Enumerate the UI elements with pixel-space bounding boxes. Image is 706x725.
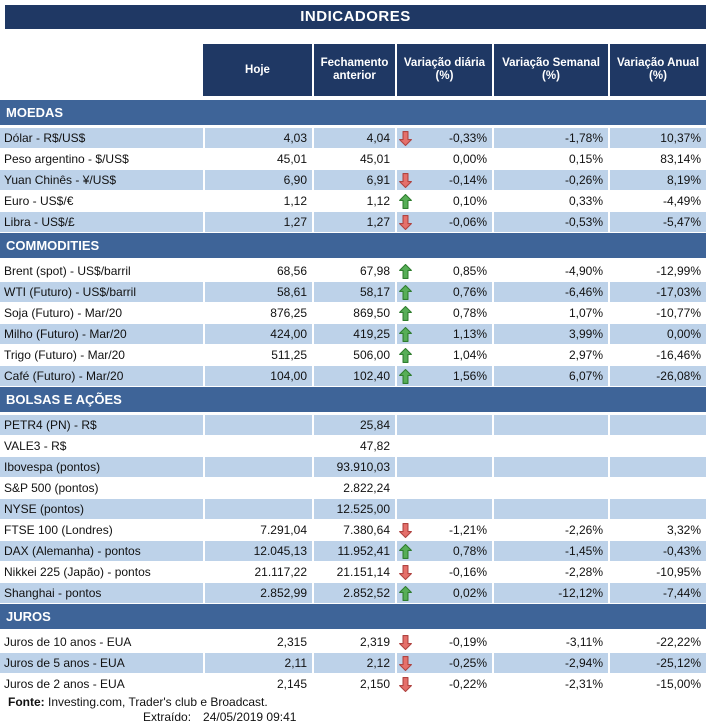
row-label: Soja (Futuro) - Mar/20 bbox=[4, 306, 123, 320]
header-spacer bbox=[0, 44, 203, 96]
cell-hoje bbox=[203, 478, 312, 498]
cell-variacao-anual: -0,43% bbox=[608, 541, 706, 561]
cell-variacao-anual: -26,08% bbox=[608, 366, 706, 386]
page-title: INDICADORES bbox=[5, 5, 706, 29]
table-row-juros-de-2-anos-eua bbox=[0, 674, 706, 694]
cell-variacao-anual: 0,00% bbox=[608, 324, 706, 344]
cell-hoje: 4,03 bbox=[203, 128, 312, 148]
variacao-diaria-value: 0,76% bbox=[452, 285, 487, 299]
row-label: VALE3 - R$ bbox=[4, 439, 67, 453]
extracted-line bbox=[8, 710, 706, 725]
row-label: WTI (Futuro) - US$/barril bbox=[0, 282, 203, 302]
cell-hoje: 1,27 bbox=[203, 212, 312, 232]
table-row-nyse-pontos bbox=[0, 499, 706, 519]
cell-variacao-anual: -12,99% bbox=[608, 261, 706, 281]
cell-variacao-anual: -10,95% bbox=[608, 562, 706, 582]
up-arrow-icon bbox=[397, 327, 413, 342]
col-header-variacao-anual: Variação Anual (%) bbox=[608, 44, 706, 96]
cell-variacao-semanal: -12,12% bbox=[492, 583, 608, 603]
cell-variacao-semanal: -1,45% bbox=[492, 541, 608, 561]
cell-hoje bbox=[203, 499, 312, 519]
variacao-diaria-value: 0,78% bbox=[452, 306, 487, 320]
cell-variacao-semanal: -3,11% bbox=[492, 632, 608, 652]
row-label: Café (Futuro) - Mar/20 bbox=[0, 366, 203, 386]
cell-variacao-diaria bbox=[395, 478, 492, 498]
cell-fechamento-anterior: 6,91 bbox=[312, 170, 395, 190]
cell-variacao-diaria bbox=[395, 436, 492, 456]
cell-variacao-diaria bbox=[395, 632, 492, 652]
table-row-dolar-r-us bbox=[0, 128, 706, 148]
row-label: Juros de 5 anos - EUA bbox=[0, 653, 203, 673]
cell-variacao-semanal bbox=[492, 499, 608, 519]
cell-fechamento-anterior: 869,50 bbox=[312, 303, 395, 323]
variacao-diaria-value: -0,06% bbox=[448, 215, 487, 229]
col-header-variacao-semanal: Variação Semanal (%) bbox=[492, 44, 608, 96]
cell-variacao-anual: -25,12% bbox=[608, 653, 706, 673]
row-label: Juros de 10 anos - EUA bbox=[4, 635, 132, 649]
col-header-hoje: Hoje bbox=[203, 44, 312, 96]
variacao-diaria-value: -0,16% bbox=[448, 565, 487, 579]
cell-variacao-anual: 3,32% bbox=[608, 520, 706, 540]
table-row-shanghai-pontos bbox=[0, 583, 706, 603]
down-arrow-icon bbox=[397, 215, 413, 230]
cell-hoje: 104,00 bbox=[203, 366, 312, 386]
down-arrow-icon bbox=[397, 173, 413, 188]
cell-variacao-semanal: -2,94% bbox=[492, 653, 608, 673]
cell-fechamento-anterior: 2,150 bbox=[312, 674, 395, 694]
table-row-cafe-futuro-mar-20 bbox=[0, 366, 706, 386]
cell-variacao-anual: -5,47% bbox=[608, 212, 706, 232]
cell-hoje bbox=[203, 436, 312, 456]
cell-variacao-diaria bbox=[395, 499, 492, 519]
cell-variacao-semanal bbox=[492, 457, 608, 477]
cell-variacao-diaria bbox=[395, 261, 492, 281]
cell-variacao-diaria bbox=[395, 653, 492, 673]
up-arrow-icon bbox=[397, 544, 413, 559]
cell-variacao-semanal: -1,78% bbox=[492, 128, 608, 148]
cell-variacao-anual: -4,49% bbox=[608, 191, 706, 211]
variacao-diaria-value: 0,85% bbox=[452, 264, 487, 278]
variacao-diaria-value: 0,78% bbox=[452, 544, 487, 558]
cell-hoje: 1,12 bbox=[203, 191, 312, 211]
cell-hoje: 424,00 bbox=[203, 324, 312, 344]
table-row-trigo-futuro-mar-20 bbox=[0, 345, 706, 365]
row-label: Trigo (Futuro) - Mar/20 bbox=[4, 348, 125, 362]
cell-hoje: 2,145 bbox=[203, 674, 312, 694]
row-label: Yuan Chinês - ¥/US$ bbox=[0, 170, 203, 190]
row-label: S&P 500 (pontos) bbox=[4, 481, 99, 495]
cell-fechamento-anterior: 47,82 bbox=[312, 436, 395, 456]
table-row-peso-argentino-us bbox=[0, 149, 706, 169]
up-arrow-icon bbox=[397, 194, 413, 209]
cell-fechamento-anterior: 2.852,52 bbox=[312, 583, 395, 603]
cell-variacao-diaria bbox=[395, 170, 492, 190]
cell-fechamento-anterior: 4,04 bbox=[312, 128, 395, 148]
cell-variacao-anual: 10,37% bbox=[608, 128, 706, 148]
cell-variacao-anual bbox=[608, 457, 706, 477]
down-arrow-icon bbox=[397, 565, 413, 580]
down-arrow-icon bbox=[397, 523, 413, 538]
row-label: DAX (Alemanha) - pontos bbox=[0, 541, 203, 561]
cell-variacao-semanal: -2,28% bbox=[492, 562, 608, 582]
cell-variacao-diaria bbox=[395, 128, 492, 148]
cell-variacao-semanal bbox=[492, 478, 608, 498]
cell-variacao-diaria bbox=[395, 324, 492, 344]
cell-variacao-diaria bbox=[395, 303, 492, 323]
table-row-s-p-500-pontos bbox=[0, 478, 706, 498]
row-label: Dólar - R$/US$ bbox=[0, 128, 203, 148]
cell-fechamento-anterior: 2,12 bbox=[312, 653, 395, 673]
table-row-nikkei-225-japao-pontos bbox=[0, 562, 706, 582]
cell-variacao-semanal: -2,31% bbox=[492, 674, 608, 694]
cell-variacao-anual: -16,46% bbox=[608, 345, 706, 365]
variacao-diaria-value: 1,56% bbox=[452, 369, 487, 383]
cell-variacao-diaria bbox=[395, 191, 492, 211]
row-label: Libra - US$/£ bbox=[0, 212, 203, 232]
cell-variacao-semanal: 2,97% bbox=[492, 345, 608, 365]
section-header-bolsas-e-acoes: BOLSAS E AÇÕES bbox=[0, 387, 706, 412]
cell-variacao-diaria bbox=[395, 562, 492, 582]
cell-variacao-semanal bbox=[492, 436, 608, 456]
cell-variacao-diaria bbox=[395, 212, 492, 232]
table-row-juros-de-5-anos-eua bbox=[0, 653, 706, 673]
variacao-diaria-value: -0,14% bbox=[448, 173, 487, 187]
table-row-juros-de-10-anos-eua bbox=[0, 632, 706, 652]
cell-variacao-semanal: -4,90% bbox=[492, 261, 608, 281]
cell-variacao-diaria bbox=[395, 282, 492, 302]
down-arrow-icon bbox=[397, 656, 413, 671]
up-arrow-icon bbox=[397, 369, 413, 384]
variacao-diaria-value: -1,21% bbox=[448, 523, 487, 537]
cell-variacao-anual: -10,77% bbox=[608, 303, 706, 323]
cell-fechamento-anterior: 7.380,64 bbox=[312, 520, 395, 540]
up-arrow-icon bbox=[397, 264, 413, 279]
cell-variacao-diaria bbox=[395, 541, 492, 561]
extracted-label: Extraído: bbox=[143, 710, 192, 724]
cell-variacao-semanal: -0,26% bbox=[492, 170, 608, 190]
cell-hoje: 21.117,22 bbox=[203, 562, 312, 582]
down-arrow-icon bbox=[397, 635, 413, 650]
variacao-diaria-value: 0,02% bbox=[452, 586, 487, 600]
table-row-wti-futuro-us-barril bbox=[0, 282, 706, 302]
row-label: Milho (Futuro) - Mar/20 bbox=[0, 324, 203, 344]
table-row-ftse-100-londres bbox=[0, 520, 706, 540]
cell-fechamento-anterior: 93.910,03 bbox=[312, 457, 395, 477]
up-arrow-icon bbox=[397, 348, 413, 363]
cell-fechamento-anterior: 2.822,24 bbox=[312, 478, 395, 498]
source-text: Investing.com, Trader's club e Broadcast. bbox=[48, 695, 268, 709]
cell-variacao-semanal: -2,26% bbox=[492, 520, 608, 540]
variacao-diaria-value: 0,00% bbox=[452, 152, 487, 166]
row-label: Shanghai - pontos bbox=[0, 583, 203, 603]
cell-fechamento-anterior: 1,27 bbox=[312, 212, 395, 232]
cell-variacao-anual: -15,00% bbox=[608, 674, 706, 694]
table-row-euro-us bbox=[0, 191, 706, 211]
variacao-diaria-value: 0,10% bbox=[452, 194, 487, 208]
cell-hoje bbox=[203, 457, 312, 477]
row-label: Peso argentino - $/US$ bbox=[4, 152, 129, 166]
variacao-diaria-value: -0,25% bbox=[448, 656, 487, 670]
source-line bbox=[8, 695, 706, 710]
cell-fechamento-anterior: 11.952,41 bbox=[312, 541, 395, 561]
cell-variacao-semanal: 0,15% bbox=[492, 149, 608, 169]
down-arrow-icon bbox=[397, 131, 413, 146]
table-row-yuan-chines-us bbox=[0, 170, 706, 190]
cell-variacao-semanal: -6,46% bbox=[492, 282, 608, 302]
cell-variacao-anual: -22,22% bbox=[608, 632, 706, 652]
cell-fechamento-anterior: 419,25 bbox=[312, 324, 395, 344]
up-arrow-icon bbox=[397, 586, 413, 601]
cell-variacao-anual bbox=[608, 478, 706, 498]
table-row-dax-alemanha-pontos bbox=[0, 541, 706, 561]
up-arrow-icon bbox=[397, 306, 413, 321]
variacao-diaria-value: 1,13% bbox=[452, 327, 487, 341]
row-label: NYSE (pontos) bbox=[0, 499, 203, 519]
cell-variacao-semanal: -0,53% bbox=[492, 212, 608, 232]
cell-hoje: 511,25 bbox=[203, 345, 312, 365]
cell-variacao-diaria bbox=[395, 520, 492, 540]
row-label: Ibovespa (pontos) bbox=[0, 457, 203, 477]
cell-hoje: 2,315 bbox=[203, 632, 312, 652]
table-row-ibovespa-pontos bbox=[0, 457, 706, 477]
table-row-vale3-r bbox=[0, 436, 706, 456]
cell-variacao-anual: 8,19% bbox=[608, 170, 706, 190]
cell-variacao-diaria bbox=[395, 415, 492, 435]
down-arrow-icon bbox=[397, 677, 413, 692]
row-label: PETR4 (PN) - R$ bbox=[0, 415, 203, 435]
cell-variacao-anual: -17,03% bbox=[608, 282, 706, 302]
cell-variacao-anual: -7,44% bbox=[608, 583, 706, 603]
extracted-timestamp: 24/05/2019 09:41 bbox=[203, 710, 297, 724]
cell-hoje: 6,90 bbox=[203, 170, 312, 190]
cell-hoje: 45,01 bbox=[203, 149, 312, 169]
col-header-fechamento-anterior: Fechamento anterior bbox=[312, 44, 395, 96]
cell-fechamento-anterior: 2,319 bbox=[312, 632, 395, 652]
cell-hoje: 2,11 bbox=[203, 653, 312, 673]
col-header-variacao-diaria: Variação diária (%) bbox=[395, 44, 492, 96]
cell-variacao-semanal: 6,07% bbox=[492, 366, 608, 386]
column-headers bbox=[0, 44, 706, 96]
cell-hoje: 58,61 bbox=[203, 282, 312, 302]
cell-fechamento-anterior: 25,84 bbox=[312, 415, 395, 435]
variacao-diaria-value: -0,22% bbox=[448, 677, 487, 691]
cell-variacao-semanal: 0,33% bbox=[492, 191, 608, 211]
cell-variacao-anual bbox=[608, 436, 706, 456]
cell-variacao-semanal: 3,99% bbox=[492, 324, 608, 344]
table-row-libra-us bbox=[0, 212, 706, 232]
row-label: FTSE 100 (Londres) bbox=[4, 523, 113, 537]
indicators-table bbox=[0, 100, 706, 694]
cell-hoje bbox=[203, 415, 312, 435]
cell-fechamento-anterior: 45,01 bbox=[312, 149, 395, 169]
row-label: Brent (spot) - US$/barril bbox=[4, 264, 131, 278]
row-label: Euro - US$/€ bbox=[4, 194, 74, 208]
cell-hoje: 2.852,99 bbox=[203, 583, 312, 603]
footer bbox=[0, 695, 706, 725]
row-label: Nikkei 225 (Japão) - pontos bbox=[4, 565, 151, 579]
cell-variacao-diaria bbox=[395, 345, 492, 365]
cell-hoje: 876,25 bbox=[203, 303, 312, 323]
cell-fechamento-anterior: 21.151,14 bbox=[312, 562, 395, 582]
cell-fechamento-anterior: 506,00 bbox=[312, 345, 395, 365]
up-arrow-icon bbox=[397, 285, 413, 300]
cell-variacao-diaria bbox=[395, 149, 492, 169]
cell-variacao-anual bbox=[608, 499, 706, 519]
cell-fechamento-anterior: 102,40 bbox=[312, 366, 395, 386]
section-header-juros: JUROS bbox=[0, 604, 706, 629]
section-header-moedas: MOEDAS bbox=[0, 100, 706, 125]
variacao-diaria-value: 1,04% bbox=[452, 348, 487, 362]
cell-variacao-diaria bbox=[395, 457, 492, 477]
cell-fechamento-anterior: 1,12 bbox=[312, 191, 395, 211]
cell-variacao-diaria bbox=[395, 674, 492, 694]
cell-hoje: 12.045,13 bbox=[203, 541, 312, 561]
table-row-petr4-pn-r bbox=[0, 415, 706, 435]
variacao-diaria-value: -0,19% bbox=[448, 635, 487, 649]
cell-variacao-semanal: 1,07% bbox=[492, 303, 608, 323]
cell-variacao-semanal bbox=[492, 415, 608, 435]
source-label: Fonte: bbox=[8, 695, 45, 709]
cell-fechamento-anterior: 58,17 bbox=[312, 282, 395, 302]
table-row-soja-futuro-mar-20 bbox=[0, 303, 706, 323]
cell-variacao-diaria bbox=[395, 366, 492, 386]
table-row-brent-spot-us-barril bbox=[0, 261, 706, 281]
cell-hoje: 7.291,04 bbox=[203, 520, 312, 540]
variacao-diaria-value: -0,33% bbox=[448, 131, 487, 145]
row-label: Juros de 2 anos - EUA bbox=[4, 677, 125, 691]
cell-variacao-diaria bbox=[395, 583, 492, 603]
section-header-commodities: COMMODITIES bbox=[0, 233, 706, 258]
cell-variacao-anual bbox=[608, 415, 706, 435]
cell-fechamento-anterior: 67,98 bbox=[312, 261, 395, 281]
cell-hoje: 68,56 bbox=[203, 261, 312, 281]
cell-fechamento-anterior: 12.525,00 bbox=[312, 499, 395, 519]
table-row-milho-futuro-mar-20 bbox=[0, 324, 706, 344]
cell-variacao-anual: 83,14% bbox=[608, 149, 706, 169]
